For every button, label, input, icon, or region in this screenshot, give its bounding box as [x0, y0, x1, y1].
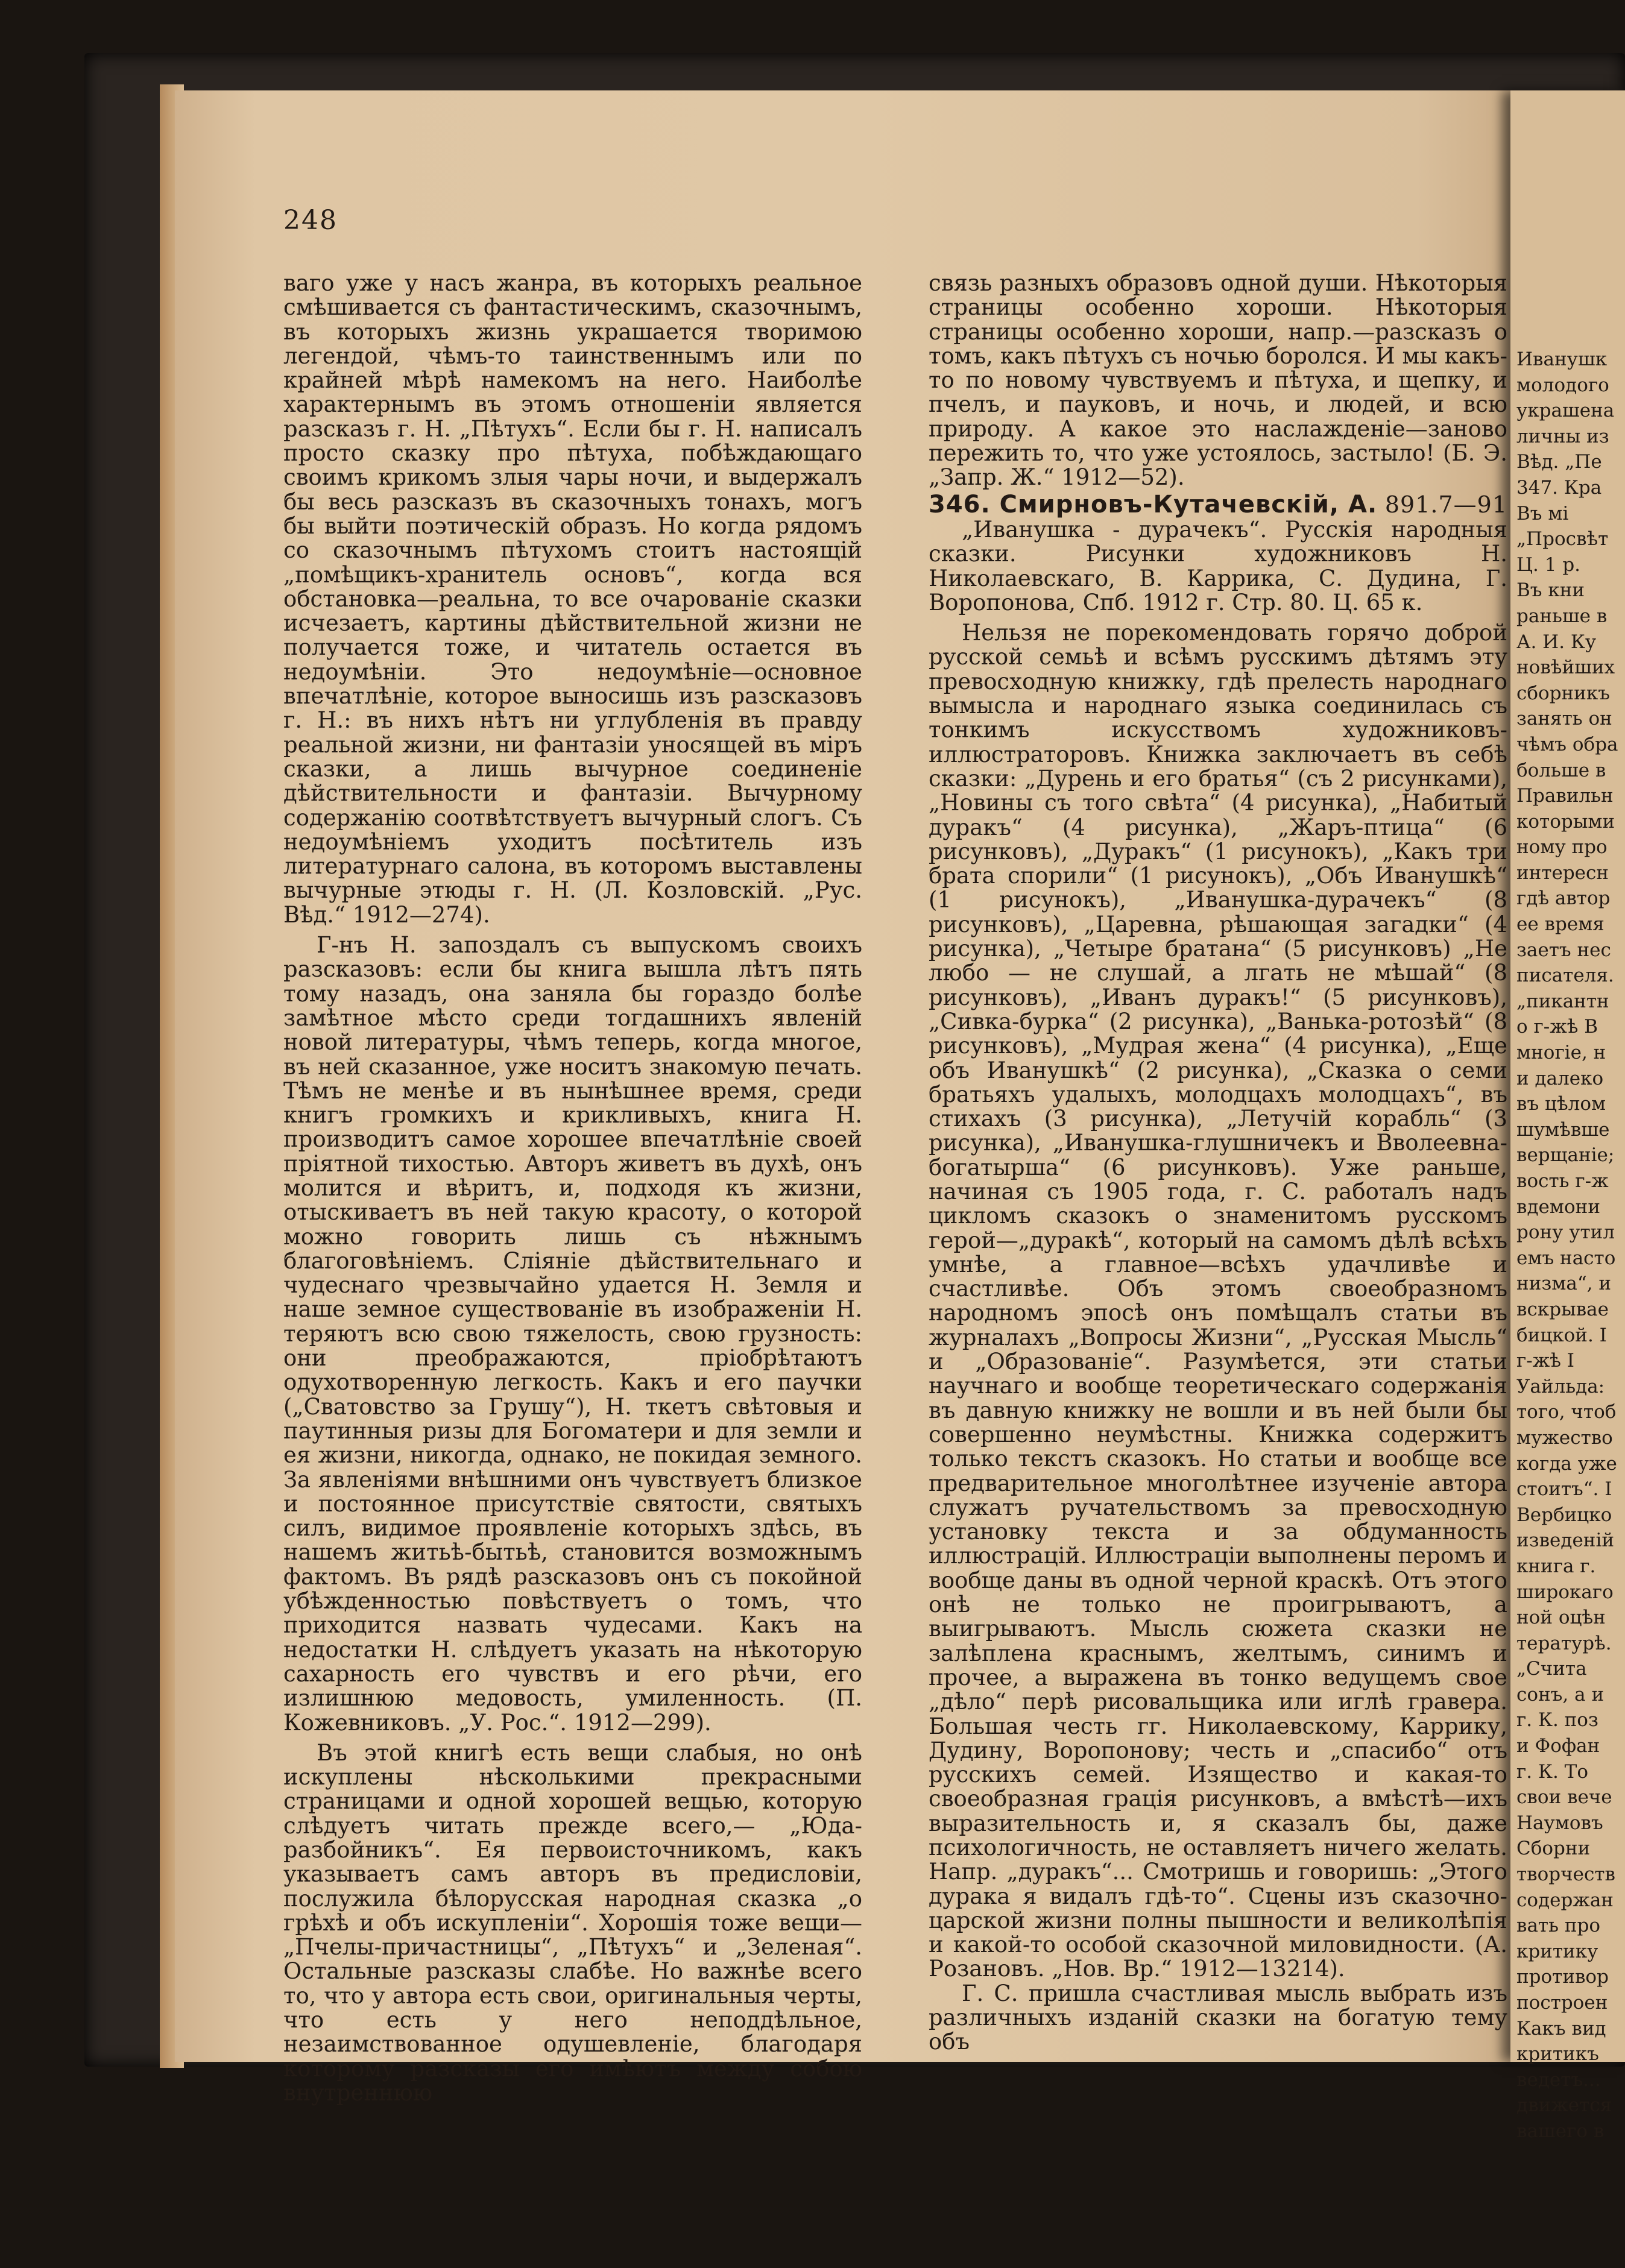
next-page-fragment: „Счита	[1516, 1658, 1587, 1680]
next-page-fragment: ному про	[1516, 836, 1608, 858]
left-paragraph-2: Г-нъ Н. запоздалъ съ выпускомъ своихъ разсказовъ: если бы книга вышла лѣтъ пять тому назадъ, она заняла бы гораздо болѣе замѣтное мѣсто среди тогдашнихъ явленій новой литературы, чѣмъ теперь, когда многое, въ ней сказанное, уже носитъ знакомую печать. Тѣмъ не менѣе и въ нынѣшнее время, среди книгъ громкихъ и крикливыхъ, книга Н. производитъ самое хорошее впечатлѣніе своей пріятной тихостью. Авторъ живетъ въ духѣ, онъ молится и вѣритъ, и, подходя къ жизни, отыскиваетъ въ ней такую красоту, о которой можно говорить лишь съ нѣжнымъ благоговѣніемъ. Сліяніе дѣйствительнаго и чудеснаго чрезвычайно удается Н. Земля и наше земное существованіе въ изображеніи Н. теряютъ всю свою тяжелость, свою грузность: они преображаются, пріобрѣтаютъ одухотворенную легкость. Какъ и его паучки („Сватовство за Грушу“), Н. ткетъ свѣтовыя и паутинныя ризы для Богоматери и для земли и ея жизни, никогда, однако, не покидая земного. За явленіями внѣшними онъ чувствуетъ близкое и постоянное присутствіе святости, святыхъ силъ, видимое проявленіе которыхъ здѣсь, въ нашемъ житьѣ-бытьѣ, становится возможнымъ фактомъ. Въ рядѣ разсказовъ онъ съ покойной убѣжденностью повѣствуетъ о томъ, что приходится назвать чудесами. Какъ на недостатки Н. слѣдуетъ указать на нѣкоторую сахарность его чувствъ и его рѣчи, его излишнюю медовость, умиленность. (П. Кожевниковъ. „У. Рос.“. 1912—299).	[283, 932, 862, 1736]
next-page-fragment: стоитъ“. І	[1516, 1478, 1612, 1501]
next-page-fragment: Вѣд. „Пе	[1516, 451, 1602, 473]
next-page-fragment: украшена	[1516, 400, 1615, 422]
next-page-fragment: г. К. То	[1516, 1760, 1588, 1783]
next-page-fragment: Иванушк	[1516, 348, 1608, 370]
next-page-fragment: интересн	[1516, 862, 1609, 884]
next-page-fragment: Сборни	[1516, 1838, 1591, 1860]
right-column	[929, 271, 1507, 2055]
next-page-fragment: новѣйших	[1516, 657, 1615, 679]
right-paragraph-2: Г. С. пришла счастливая мысль выбрать изъ различныхъ изданій сказки на богатую тему объ	[929, 1980, 1507, 2055]
next-page-fragment: свои вече	[1516, 1786, 1612, 1809]
next-page-fragment: Въ кни	[1516, 579, 1585, 602]
next-page-fragment: гдѣ автор	[1516, 887, 1611, 910]
next-page-fragment: Какъ вид	[1516, 2017, 1606, 2040]
next-page-fragment: тературѣ.	[1516, 1632, 1612, 1654]
next-page-fragment: книга г.	[1516, 1555, 1596, 1577]
next-page-fragment: мужество	[1516, 1426, 1613, 1449]
next-page-edge	[1510, 90, 1625, 2142]
next-page-fragment: того, чтоб	[1516, 1401, 1617, 1423]
page-number: 248	[283, 205, 338, 236]
next-page-fragment: верщаніе;	[1516, 1144, 1615, 1167]
next-page-fragment: емъ насто	[1516, 1247, 1616, 1269]
left-column	[283, 271, 862, 2105]
next-page-fragment: чѣмъ обра	[1516, 733, 1618, 755]
next-page-fragment: заетъ нес	[1516, 939, 1611, 961]
next-page-fragment: писателя.	[1516, 965, 1614, 987]
right-paragraph-1: Нельзя не порекомендовать горячо доброй русской семьѣ и всѣмъ русскимъ дѣтямъ эту превосходную книжку, гдѣ прелесть народнаго вымысла и народнаго языка соединилась съ тонкимъ искусствомъ художниковъ-иллюстраторовъ. Книжка заключаетъ въ себѣ сказки: „Дурень и его братья“ (съ 2 рисунками), „Новины съ того свѣта“ (4 рисунка), „Набитый дуракъ“ (4 рисунка), „Жаръ-птица“ (6 рисунковъ), „Дуракъ“ (1 рисунокъ), „Какъ три брата спорили“ (1 рисунокъ), „Объ Иванушкѣ“ (1 рисунокъ), „Иванушка-дурачекъ“ (8 рисунковъ), „Царевна, рѣшающая загадки“ (4 рисунка), „Четыре братана“ (5 рисунковъ) „Не любо — не слушай, а лгать не мѣшай“ (8 рисунковъ), „Иванъ дуракъ!“ (5 рисунковъ), „Сивка-бурка“ (2 рисунка), „Ванька-ротозѣй“ (8 рисунковъ), „Мудрая жена“ (4 рисунка), „Еще объ Иванушкѣ“ (2 рисунка), „Сказка о семи братьяхъ удалыхъ, молодцахъ молодцахъ“, въ стихахъ (3 рисунка), „Летучій корабль“ (3 рисунка), „Иванушка-глушничекъ и Вволеевна-богатырша“ (6 рисунковъ). Уже раньше, начиная съ 1905 года, г. С. работалъ надъ цикломъ сказокъ о знаменитомъ русскомъ герой—„дуракѣ“, который на самомъ дѣлѣ всѣхъ умнѣе, а главное—всѣхъ удачливѣе и счастливѣе. Объ этомъ своеобразномъ народномъ эпосѣ онъ помѣщалъ статьи въ журналахъ „Вопросы Жизни“, „Русская Мысль“ и „Образованіе“. Разумѣется, эти статьи научнаго и вообще теоретическаго содержанія въ давную книжку не вошли и въ ней были бы совершенно неумѣстны. Книжка содержитъ только текстъ сказокъ. Но статьи и вообще все предварительное многолѣтнее изученіе автора служатъ ручательствомъ за превосходную установку текста и за обдуманность иллюстрацій. Иллюстраціи выполнены перомъ и вообще даны въ одной черной краскѣ. Отъ этого онѣ не только не проигрываютъ, а выигрываютъ. Мысль сюжета сказки не залѣплена краснымъ, желтымъ, синимъ и прочее, а выражена въ тонко ведущемъ свое „дѣло“ перѣ рисовальщика или иглѣ гравера. Большая честь гг. Николаевскому, Каррику, Дудину, Воропонову; честь и „спасибо“ отъ русскихъ семей. Изящество и какая-то своеобразная грація рисунковъ, а вмѣстѣ—ихъ выразительность и, я сказалъ бы, даже психологичность, не оставляетъ ничего желать. Напр. „дуракъ“... Смотришь и говоришь: „Этого дурака я видалъ гдѣ-то“. Сцены изъ сказочно-царской жизни полны пышности и великолѣпія и какой-то особой сказочной миловидности. (А. Розановъ. „Нов. Вр.“ 1912—13214).	[929, 620, 1507, 1982]
next-page-fragment: вашего в	[1516, 2120, 1604, 2142]
next-page-fragment: о г-жѣ В	[1516, 1016, 1598, 1038]
next-page-fragment: занять он	[1516, 708, 1612, 730]
next-page-fragment: А. И. Ку	[1516, 631, 1597, 653]
next-page-fragment: личны из	[1516, 425, 1609, 447]
next-page-fragment: Наумовъ	[1516, 1812, 1603, 1834]
next-page-fragment: „пикантн	[1516, 990, 1609, 1012]
next-page-fragment: которыми	[1516, 810, 1615, 833]
next-page-fragment: критикъ	[1516, 2043, 1599, 2065]
next-page-fragment: вскрывае	[1516, 1298, 1609, 1320]
next-page-fragment: ее время	[1516, 913, 1604, 936]
next-page-fragment: критику	[1516, 1940, 1598, 1962]
next-page-fragment: противор	[1516, 1966, 1609, 1988]
next-page-fragment: рону утил	[1516, 1221, 1615, 1244]
next-page-fragment: „Просвѣт	[1516, 528, 1609, 550]
entry-code: 891.7—91	[1384, 491, 1507, 518]
next-page-fragment: ной оцѣн	[1516, 1607, 1606, 1629]
next-page-fragment: г. К. поз	[1516, 1709, 1598, 1731]
next-page-fragment: вость г-ж	[1516, 1170, 1609, 1192]
next-page-fragment: вать про	[1516, 1915, 1600, 1937]
next-page-fragment: въ цѣлом	[1516, 1093, 1606, 1115]
next-page-fragment: широкаго	[1516, 1581, 1614, 1603]
next-page-lines	[1510, 90, 1625, 2144]
next-page-fragment: сборникъ	[1516, 682, 1610, 704]
next-page-fragment: Правильн	[1516, 785, 1614, 807]
next-page-fragment: шумѣвше	[1516, 1118, 1610, 1141]
next-page-fragment: г-жѣ І	[1516, 1350, 1575, 1372]
left-paragraph-1: ваго уже у насъ жанра, въ которыхъ реальное смѣшивается съ фантастическимъ, сказочнымъ, въ которыхъ жизнь украшается творимою легендой, чѣмъ-то таинственнымъ или по крайней мѣрѣ намекомъ на него. Наиболѣе характернымъ въ этомъ отношеніи является разсказъ г. Н. „Пѣтухъ“. Если бы г. Н. написалъ просто сказку про пѣтуха, побѣждающаго своимъ крикомъ злыя чары ночи, и выдержалъ бы весь разсказъ въ сказочныхъ тонахъ, могъ бы выйти поэтическій образъ. Но когда рядомъ со сказочнымъ пѣтухомъ стоитъ настоящій „помѣщикъ-хранитель основъ“, когда вся обстановка—реальна, то все очарованіе сказки исчезаетъ, картины дѣйствительной жизни не получается тоже, и читатель остается въ недоумѣніи. Это недоумѣніе—основное впечатлѣніе, которое выносишь изъ разсказовъ г. Н.: въ нихъ нѣтъ ни углубленія въ правду реальной жизни, ни фантазіи уносящей въ міръ сказки, а лишь вычурное соединеніе дѣйствительности и фантазіи. Вычурному содержанію соотвѣтствуетъ вычурный слогъ. Съ недоумѣніемъ уходитъ посѣтитель изъ литературнаго салона, въ которомъ выставлены вычурные этюды г. Н. (Л. Козловскій. „Рус. Вѣд.“ 1912—274).	[283, 270, 862, 928]
next-page-fragment: бицкой. І	[1516, 1324, 1607, 1346]
next-page-fragment: больше в	[1516, 759, 1606, 781]
left-paragraph-3: Въ этой книгѣ есть вещи слабыя, но онѣ искуплены нѣсколькими прекрасными страницами и одной хорошей вещью, которую слѣдуетъ читать прежде всего,— „Юда-разбойникъ“. Ея первоисточникомъ, какъ указываетъ самъ авторъ въ предисловіи, послужила бѣлорусская народная сказка „о грѣхѣ и объ искупленіи“. Хорошія тоже вещи—„Пчелы-причастницы“, „Пѣтухъ“ и „Зеленая“. Остальные разсказы слабѣе. Но важнѣе всего то, что у автора есть свои, оригинальныя черты, что есть у него неподдѣльное, незаимствованное одушевленіе, благодаря которому разсказы его имѣютъ между собою внутреннюю	[283, 1739, 862, 2106]
next-page-fragment: вдемони	[1516, 1195, 1600, 1218]
next-page-fragment: содержан	[1516, 1889, 1614, 1911]
next-page-fragment: Вербицко	[1516, 1504, 1612, 1526]
next-page-fragment: ведетъ...	[1516, 2068, 1601, 2091]
next-page-fragment: сонъ, а и	[1516, 1683, 1604, 1706]
right-intro-paragraph: связь разныхъ образовъ одной души. Нѣкоторыя страницы особенно хороши. Нѣкоторыя страницы особенно хороши, напр.—разсказъ о томъ, какъ пѣтухъ съ ночью боролся. И мы какъ-то по новому чувствуемъ и пѣтуха, и щепку, и пчелъ, и пауковъ, и ночь, и людей, и всю природу. А какое это наслажденіе—заново пережить то, что уже устоялось, застыло! (Б. Э. „Запр. Ж.“ 1912—52).	[929, 270, 1507, 491]
next-page-fragment: Въ мі	[1516, 502, 1569, 524]
next-page-fragment: построен	[1516, 1992, 1608, 2014]
next-page-fragment: низма“, и	[1516, 1273, 1612, 1295]
next-page-fragment: молодого	[1516, 374, 1609, 396]
next-page-fragment: Ц. 1 р.	[1516, 553, 1581, 576]
next-page-fragment: Уайльда:	[1516, 1375, 1605, 1397]
next-page-fragment: многіе, н	[1516, 1042, 1606, 1064]
next-page-fragment: движется	[1516, 2094, 1612, 2117]
next-page-fragment: и далеко	[1516, 1067, 1604, 1089]
next-page-fragment: 347. Кра	[1516, 476, 1602, 499]
next-page-fragment: творчеств	[1516, 1863, 1615, 1886]
next-page-fragment: изведеній	[1516, 1529, 1615, 1552]
next-page-fragment: когда уже	[1516, 1452, 1617, 1475]
entry-heading	[929, 490, 1507, 518]
entry-author: Смирновъ-Кутачевскій, А.	[999, 490, 1378, 518]
next-page-fragment: раньше в	[1516, 605, 1608, 627]
entry-title: „Иванушка - дурачекъ“. Русскія народныя сказки. Рисунки художниковъ Н. Николаевскаго, В. Каррика, С. Дудина, Г. Воропонова, Спб. 1912 г. Стр. 80. Ц. 65 к.	[929, 516, 1507, 616]
next-page-fragment: и Фофан	[1516, 1735, 1600, 1757]
entry-number: 346.	[929, 490, 991, 518]
